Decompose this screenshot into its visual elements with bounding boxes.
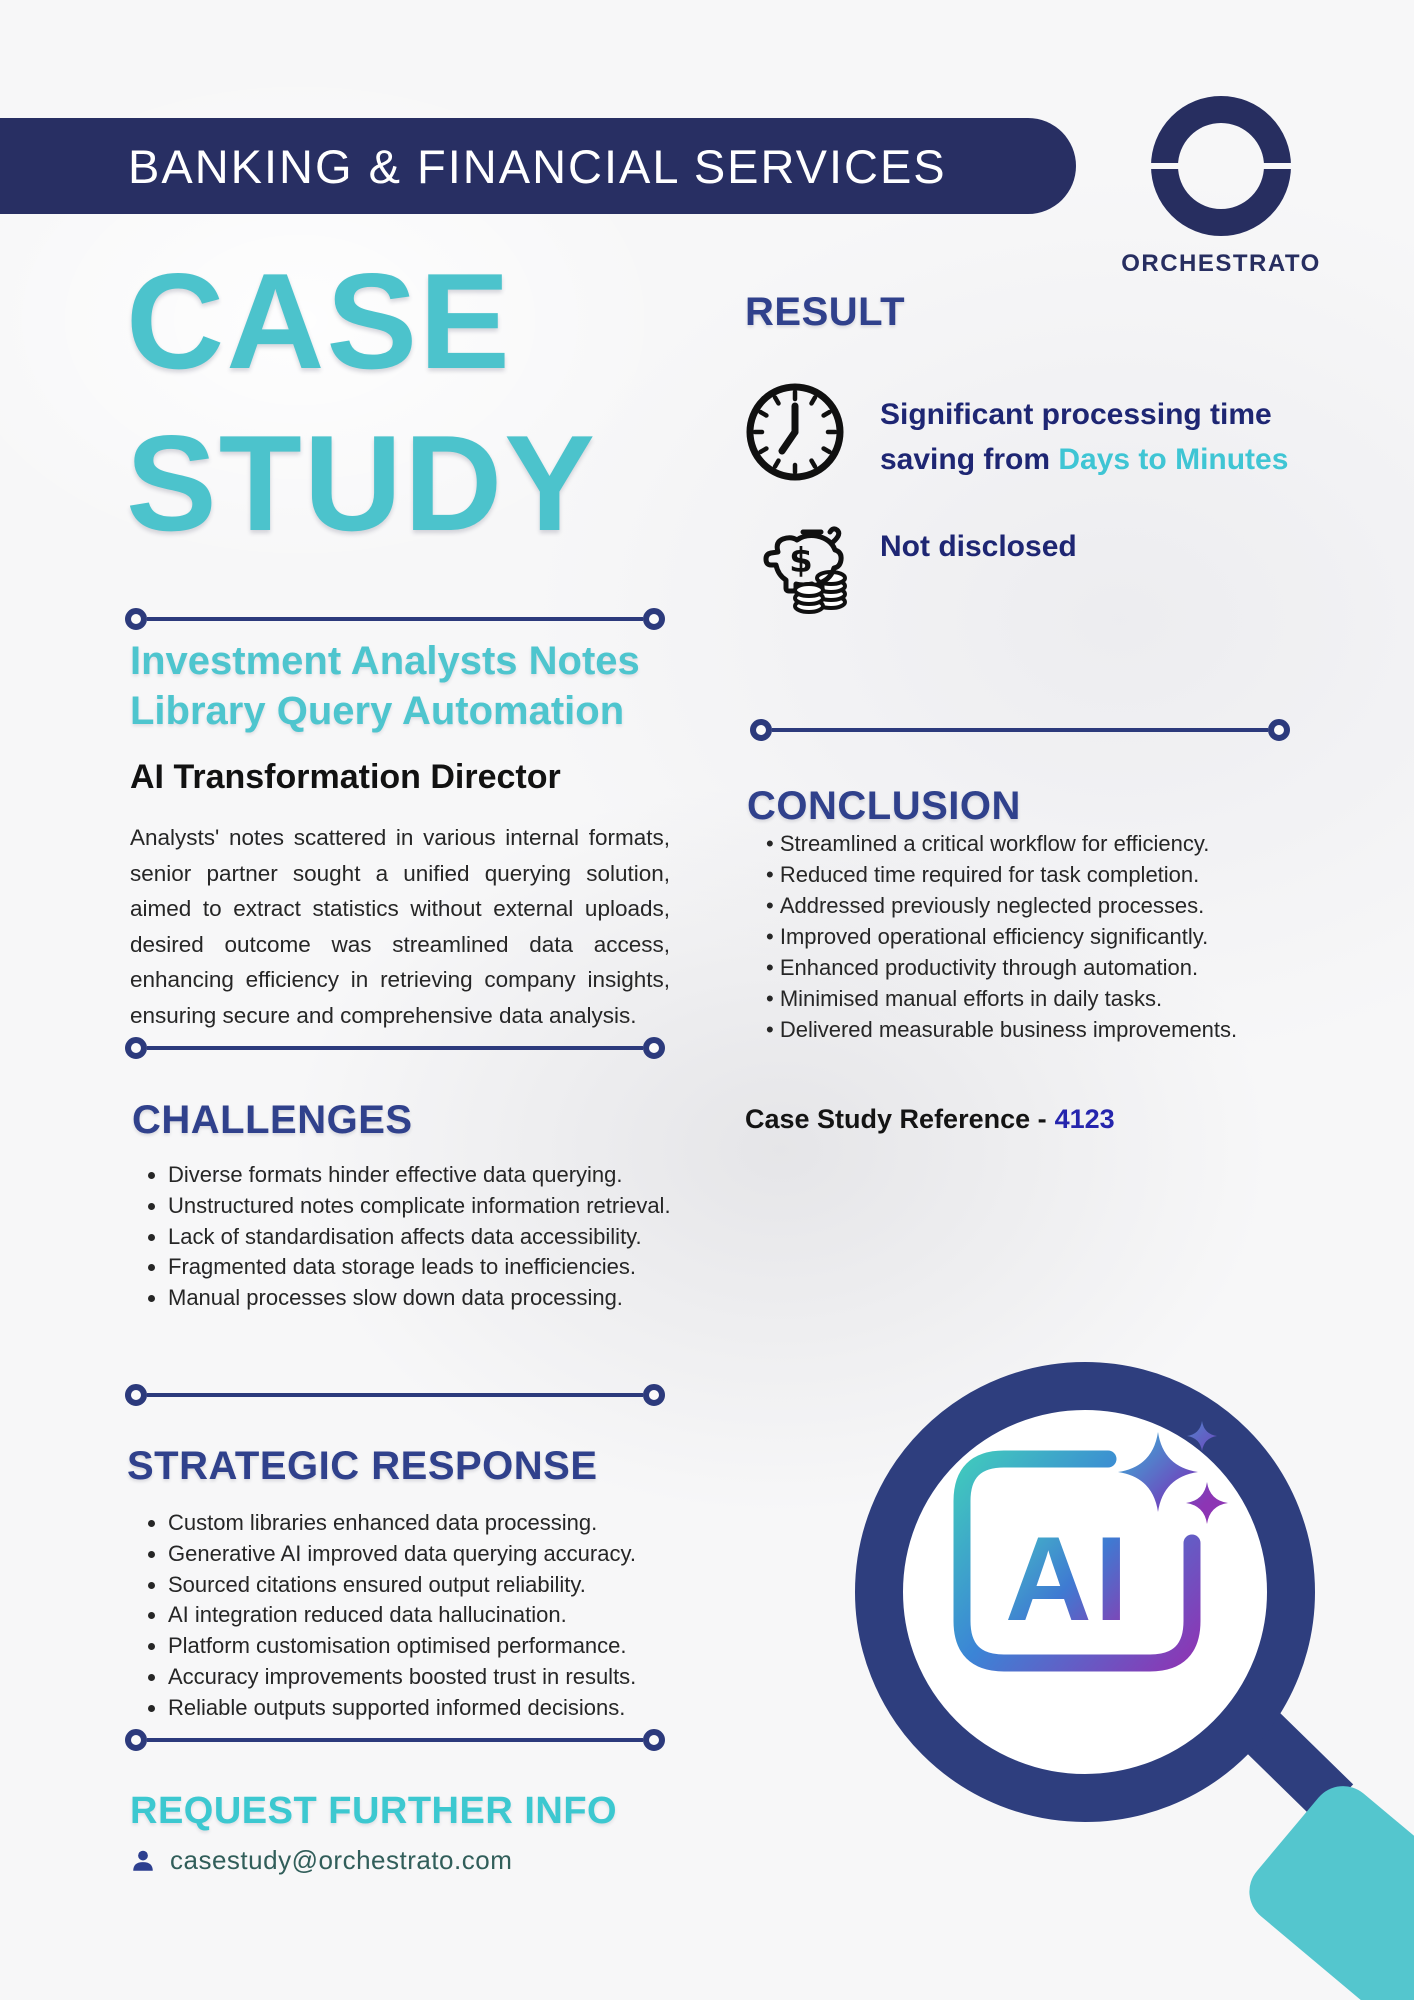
contact-email-link[interactable]	[130, 1845, 512, 1876]
ai-magnifier-illustration	[600, 1150, 1414, 2000]
case-study-reference	[745, 1104, 1115, 1135]
conclusion-list	[766, 828, 1306, 1045]
result-heading: RESULT	[745, 290, 906, 334]
divider-line	[147, 1046, 643, 1050]
result-item-time	[880, 392, 1310, 482]
case-subtitle-line2: Library Query Automation	[130, 689, 625, 733]
person-icon	[130, 1848, 156, 1874]
conclusion-item: • Delivered measurable business improvements.	[766, 1014, 1306, 1045]
strategic-response-item: • Custom libraries enhanced data processing.	[168, 1508, 713, 1539]
challenge-item: • Unstructured notes complicate information retrieval.	[168, 1191, 708, 1222]
industry-banner	[0, 118, 1076, 214]
conclusion-item: • Streamlined a critical workflow for efficiency.	[766, 828, 1306, 859]
strategic-response-item: • Sourced citations ensured output reliability.	[168, 1570, 713, 1601]
divider	[125, 1728, 665, 1752]
strategic-response-item: • Reliable outputs supported informed decisions.	[168, 1693, 713, 1724]
page-title-line2: STUDY	[126, 407, 597, 559]
divider-dot	[125, 1037, 147, 1059]
conclusion-item: • Minimised manual efforts in daily tasks.	[766, 983, 1306, 1014]
conclusion-item: • Addressed previously neglected processes.	[766, 890, 1306, 921]
conclusion-item: • Enhanced productivity through automation.	[766, 952, 1306, 983]
strategic-response-item: • Accuracy improvements boosted trust in results.	[168, 1662, 713, 1693]
ai-label: AI	[1005, 1512, 1131, 1646]
challenge-item: • Fragmented data storage leads to inefficiencies.	[168, 1252, 708, 1283]
divider-dot	[643, 1037, 665, 1059]
divider	[750, 718, 1290, 742]
divider	[125, 1036, 665, 1060]
result-item-time-highlight: Days to Minutes	[1058, 443, 1289, 476]
orchestrato-logo-slit	[1143, 163, 1299, 169]
page-title	[126, 240, 686, 564]
divider-line	[147, 617, 643, 621]
challenge-item: • Manual processes slow down data processing.	[168, 1283, 708, 1314]
strategic-response-heading: STRATEGIC RESPONSE	[127, 1444, 598, 1488]
svg-text:$: $	[789, 541, 813, 581]
divider-line	[147, 1393, 643, 1397]
contact-email-text: casestudy@orchestrato.com	[170, 1845, 513, 1875]
result-item-cost: Not disclosed	[880, 530, 1077, 563]
client-role: AI Transformation Director	[130, 758, 561, 796]
industry-banner-label: BANKING & FINANCIAL SERVICES	[128, 139, 947, 193]
strategic-response-item: • Generative AI improved data querying accuracy.	[168, 1539, 713, 1570]
result-item-time-text: Significant processing time saving from	[880, 398, 1272, 476]
divider-dot	[125, 608, 147, 630]
challenge-item: • Lack of standardisation affects data accessibility.	[168, 1222, 708, 1253]
clock-icon	[745, 382, 845, 482]
divider	[125, 607, 665, 631]
challenges-heading: CHALLENGES	[132, 1098, 413, 1142]
divider-line	[772, 728, 1268, 732]
brand-name: ORCHESTRATO	[1121, 250, 1321, 277]
case-subtitle	[130, 636, 690, 736]
divider-line	[147, 1738, 643, 1742]
page-title-line1: CASE	[126, 245, 512, 397]
challenge-item: • Diverse formats hinder effective data querying.	[168, 1160, 708, 1191]
strategic-response-item: • Platform customisation optimised performance.	[168, 1631, 713, 1662]
conclusion-item: • Reduced time required for task completion.	[766, 859, 1306, 890]
request-info-heading: REQUEST FURTHER INFO	[130, 1790, 618, 1832]
divider-dot	[1268, 719, 1290, 741]
divider-dot	[643, 608, 665, 630]
case-study-reference-label: Case Study Reference -	[745, 1104, 1047, 1134]
case-study-reference-value: 4123	[1054, 1104, 1115, 1134]
divider-dot	[750, 719, 772, 741]
piggy-bank-icon	[745, 512, 855, 614]
divider-dot	[125, 1729, 147, 1751]
divider-dot	[125, 1384, 147, 1406]
divider	[125, 1383, 665, 1407]
conclusion-heading: CONCLUSION	[747, 784, 1021, 828]
conclusion-item: • Improved operational efficiency significantly.	[766, 921, 1306, 952]
case-subtitle-line1: Investment Analysts Notes	[130, 639, 640, 683]
strategic-response-item: • AI integration reduced data hallucination.	[168, 1600, 713, 1631]
magnifier-handle	[1236, 1715, 1414, 2000]
case-summary: Analysts' notes scattered in various internal formats, senior partner sought a unified querying solution, aimed to extract statistics without external uploads, desired outcome was streamlined data access, enhancing efficiency in retrieving company insights, ensuring secure and comprehensive data analysis.	[130, 825, 670, 1028]
